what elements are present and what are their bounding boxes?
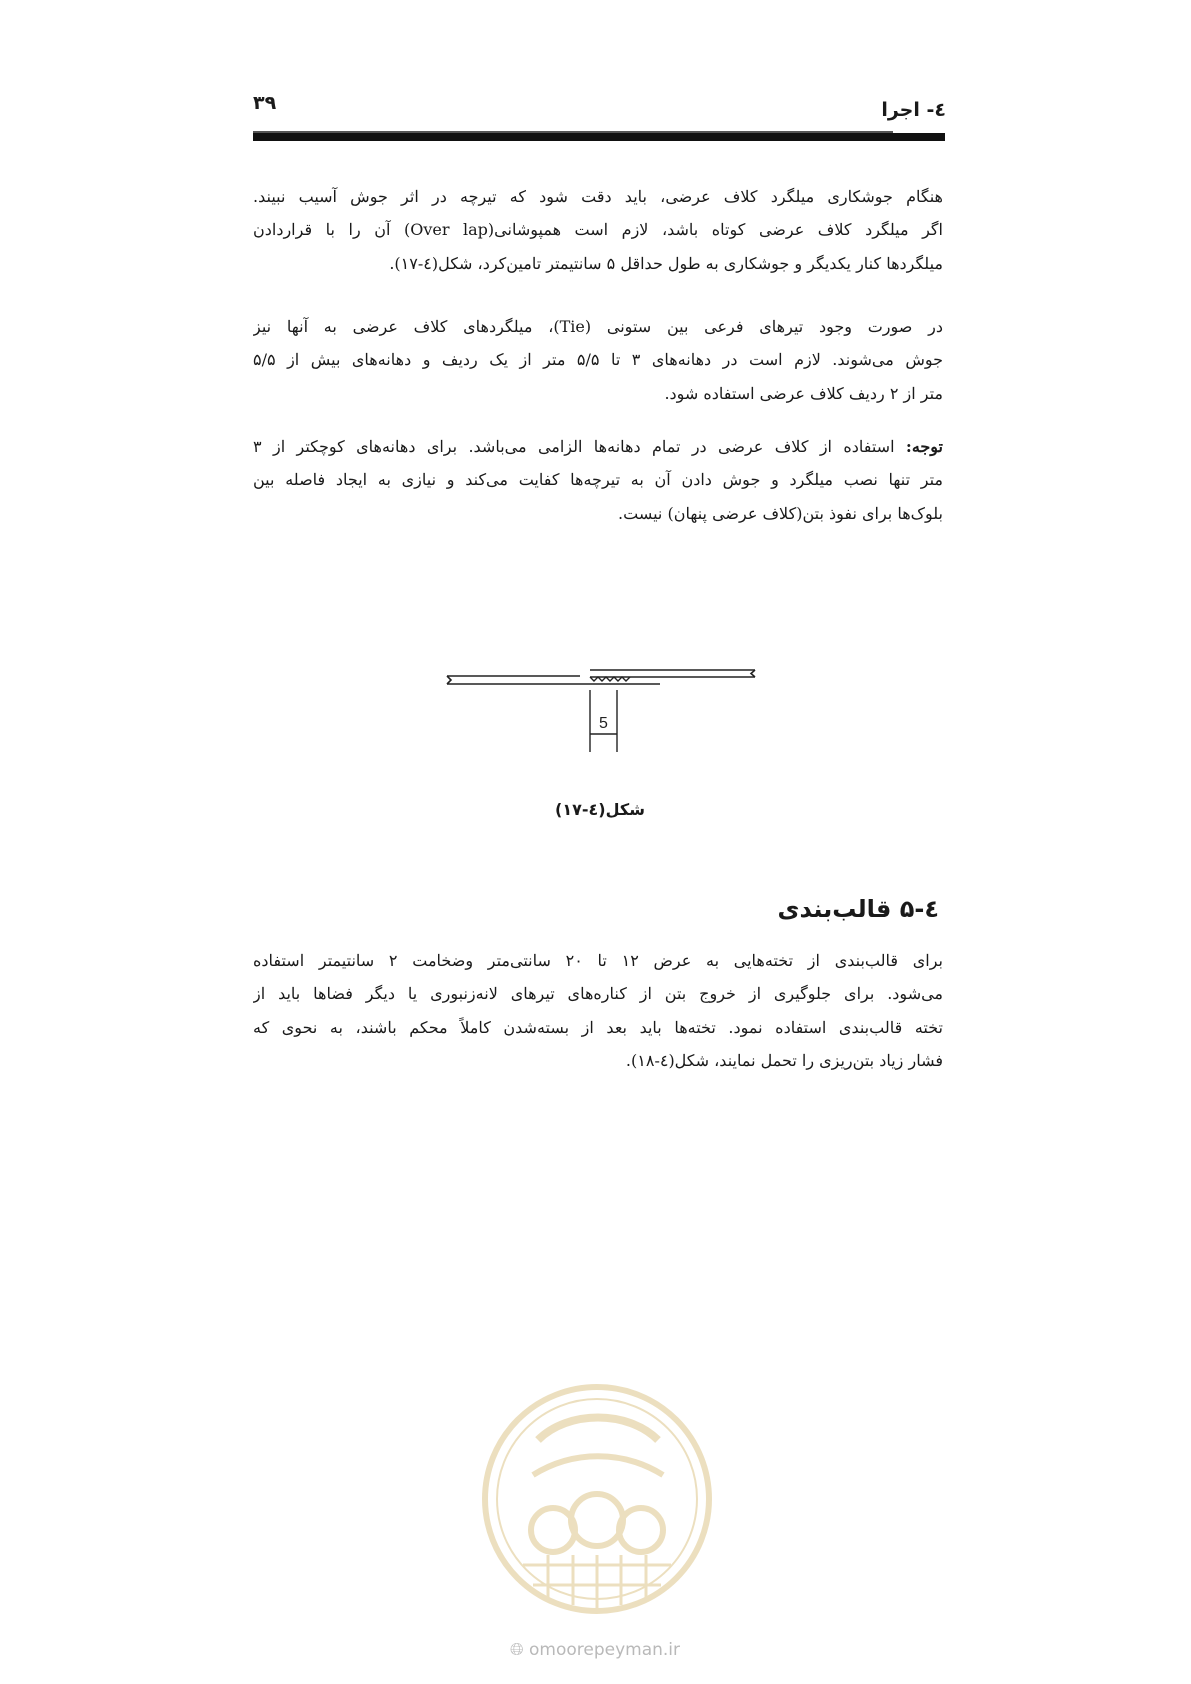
- text-line: متر تنها نصب میلگرد و جوش دادن آن به تیرچه‌ها کفایت می‌کند و نیازی به ایجاد فاصله بین: [253, 470, 943, 490]
- text-line: فشار زیاد بتن‌ریزی را تحمل نمایند، شکل(٤-١٨).: [625, 1050, 943, 1070]
- text-line: تخته قالب‌بندی استفاده نمود. تخته‌ها باید بعد از بسته‌شدن کاملاً محکم باشند، به نحوی که: [253, 1017, 943, 1037]
- note-paragraph: [253, 430, 943, 530]
- text-line: میلگردها کنار یکدیگر و جوشکاری به طول حداقل ۵ سانتیمتر تامین‌کرد، شکل(٤-١٧).: [389, 253, 943, 273]
- text-line: برای قالب‌بندی از تخته‌هایی به عرض ۱۲ تا ۲۰ سانتی‌متر وضخامت ۲ سانتیمتر استفاده: [253, 951, 943, 970]
- note-text: استفاده از کلاف عرضی در تمام دهانه‌ها الزامی می‌باشد. برای دهانه‌های کوچکتر از ۳: [253, 437, 906, 456]
- watermark-seal-icon: [478, 1380, 716, 1618]
- header-rule-thin: [253, 131, 893, 133]
- site-url-text: omoorepeyman.ir: [528, 1640, 681, 1660]
- page-number: ۳۹: [253, 92, 277, 114]
- text-line: هنگام جوشکاری میلگرد کلاف عرضی، باید دقت شود که تیرچه در اثر جوش آسیب نبیند.: [253, 187, 943, 206]
- site-url: 🌐︎ omoorepeyman.ir: [509, 1640, 681, 1660]
- figure-caption: شکل(٤-١٧): [555, 800, 645, 819]
- text-line: در صورت وجود تیرهای فرعی بین ستونی (Tie)، میلگردهای کلاف عرضی به آنها نیز: [253, 317, 943, 336]
- text-line: اگر میلگرد کلاف عرضی کوتاه باشد، لازم است همپوشانی(Over lap) آن را با قراردادن: [253, 220, 943, 240]
- text-line: می‌شود. برای جلوگیری از خروج بتن از کناره‌های تیرهای لانه‌زنبوری یا دیگر فضاها باید از: [253, 984, 943, 1004]
- dimension-label: 5: [599, 715, 608, 732]
- section-paragraph: [253, 944, 943, 1077]
- text-line: جوش می‌شوند. لازم است در دهانه‌های ۳ تا ۵/۵ متر از یک ردیف و دهانه‌های بیش از ۵/۵: [253, 350, 943, 370]
- text-line: [253, 430, 943, 463]
- rebar-overlap-figure: [445, 658, 757, 758]
- text-line: بلوک‌ها برای نفوذ بتن(کلاف عرضی پنهان) نیست.: [618, 503, 943, 523]
- paragraph-1: [253, 180, 943, 280]
- rebar-left-end: [447, 676, 451, 684]
- chapter-title: ٤- اجرا: [881, 99, 946, 121]
- note-label: توجه:: [905, 437, 943, 456]
- text-line: متر از ۲ ردیف کلاف عرضی استفاده شود.: [664, 383, 943, 403]
- header-rule: [253, 133, 945, 141]
- section-heading: ٤-۵ قالب‌بندی: [777, 895, 939, 923]
- paragraph-2: [253, 310, 943, 410]
- rebar-right-end: [751, 670, 755, 677]
